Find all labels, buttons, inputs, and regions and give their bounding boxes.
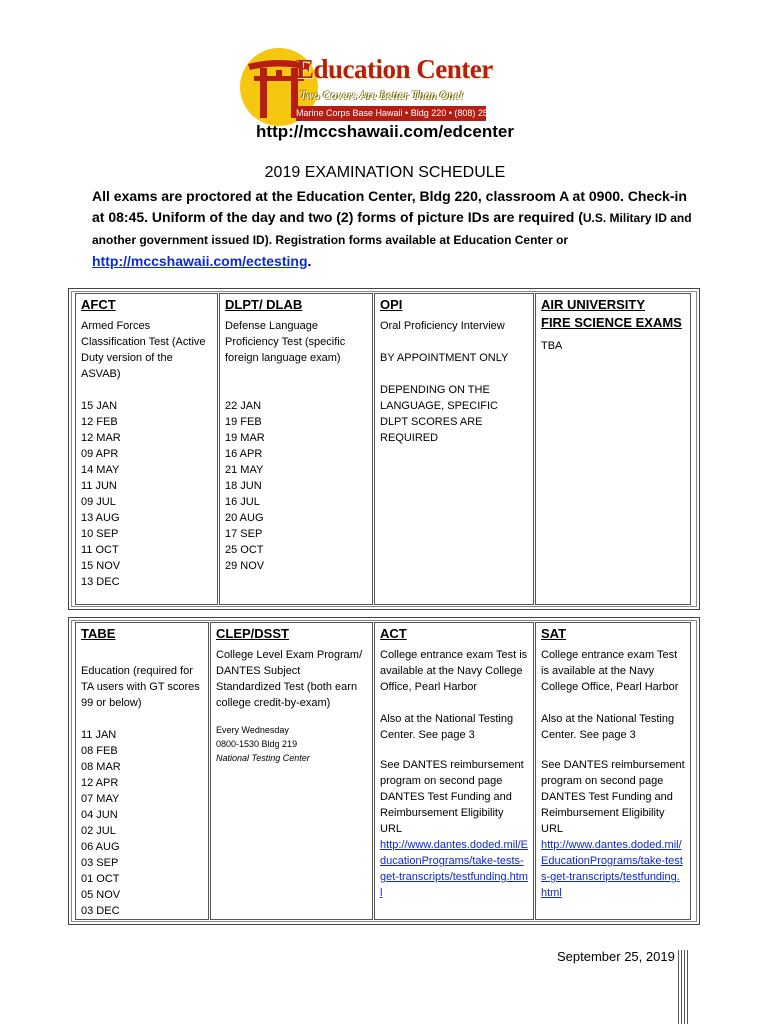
list-item: 16 JUL [225, 496, 260, 508]
clep-time-place: 0800-1530 Bldg 219 [216, 739, 298, 749]
sat-dantes-link[interactable]: http://www.dantes.doded.mil/EducationPrograms/take-tests-get-transcripts/testfunding.html [541, 839, 683, 899]
air-title-line-2: FIRE SCIENCE EXAMS [541, 315, 682, 330]
list-item: 03 SEP [81, 857, 119, 869]
website-url[interactable]: http://mccshawaii.com/edcenter [256, 122, 514, 141]
dlpt-date-list [225, 398, 367, 574]
air-university-cell [535, 293, 691, 605]
afct-cell [75, 293, 218, 605]
intro-id-note: U.S. Military ID and another government issued ID). Registration forms available at Education Center or [92, 211, 692, 247]
sat-see-dantes: See DANTES reimbursement program on second page DANTES Test Funding and Reimbursement Eligibility URL [541, 759, 685, 835]
clep-title: CLEP/DSST [216, 626, 289, 641]
list-item: 13 DEC [81, 576, 120, 588]
clep-description: College Level Exam Program/ DANTES Subject Standardized Test (both earn college credit-by-exam) [216, 649, 363, 709]
logo-title: Education Center [296, 54, 493, 84]
list-item: 22 JAN [225, 400, 262, 412]
list-item: 11 JUN [81, 480, 117, 492]
list-item: 17 SEP [225, 528, 263, 540]
air-title-line-1: AIR UNIVERSITY [541, 297, 646, 312]
list-item: 20 AUG [225, 512, 264, 524]
clep-schedule: Every Wednesday [216, 725, 289, 735]
list-item: 05 NOV [81, 889, 121, 901]
ectesting-link[interactable]: http://mccshawaii.com/ectesting [92, 253, 308, 269]
list-item: 29 NOV [225, 560, 265, 572]
list-item: 12 FEB [81, 416, 118, 428]
education-center-logo [240, 48, 516, 126]
list-item: 14 MAY [81, 464, 120, 476]
list-item: 10 SEP [81, 528, 119, 540]
logo-address-bar: Marine Corps Base Hawaii • Bldg 220 • (808) 257-2158 [296, 106, 486, 121]
afct-description: Armed Forces Classification Test (Active Duty version of the ASVAB) [81, 320, 206, 380]
sat-description: College entrance exam Test is available at the Navy College Office, Pearl Harbor [541, 649, 679, 693]
sat-cell [535, 622, 691, 920]
exam-panel-bottom [68, 617, 700, 925]
list-item: 11 OCT [81, 544, 119, 556]
intro-end: . [307, 253, 312, 269]
list-item: 08 FEB [81, 745, 118, 757]
tabe-date-list [81, 727, 203, 919]
opi-note: DEPENDING ON THE LANGUAGE, SPECIFIC DLPT SCORES ARE REQUIRED [380, 384, 498, 444]
list-item: 11 JAN [81, 729, 117, 741]
list-item: 06 AUG [81, 841, 120, 853]
list-item: 07 MAY [81, 793, 120, 805]
sat-title: SAT [541, 626, 567, 641]
list-item: 03 DEC [81, 905, 120, 917]
dlpt-description: Defense Language Proficiency Test (specific foreign language exam) [225, 320, 346, 364]
list-item: 16 APR [225, 448, 263, 460]
list-item: 12 APR [81, 777, 119, 789]
act-dantes-link[interactable]: http://www.dantes.doded.mil/EducationPrograms/take-tests-get-transcripts/testfunding.html [380, 839, 528, 899]
afct-title: AFCT [81, 297, 116, 312]
afct-date-list [81, 398, 212, 590]
list-item: 15 JAN [81, 400, 118, 412]
sat-also: Also at the National Testing Center. See page 3 [541, 713, 675, 741]
opi-cell [374, 293, 534, 605]
clep-cell [210, 622, 373, 920]
page-title: 2019 EXAMINATION SCHEDULE [264, 164, 506, 181]
list-item: 21 MAY [225, 464, 264, 476]
list-item: 12 MAR [81, 432, 121, 444]
document-date: September 25, 2019 [557, 949, 675, 964]
act-see-dantes: See DANTES reimbursement program on second page DANTES Test Funding and Reimbursement Eligibility URL [380, 759, 524, 835]
list-item: 25 OCT [225, 544, 264, 556]
list-item: 15 NOV [81, 560, 121, 572]
list-item: 19 MAR [225, 432, 265, 444]
scrollbar-marks [678, 950, 690, 1024]
list-item: 02 JUL [81, 825, 116, 837]
clep-location: National Testing Center [216, 753, 310, 763]
opi-appointment: BY APPOINTMENT ONLY [380, 352, 509, 364]
act-cell [374, 622, 534, 920]
air-university-title [541, 296, 685, 332]
list-item: 18 JUN [225, 480, 262, 492]
act-description: College entrance exam Test is available at the Navy College Office, Pearl Harbor [380, 649, 528, 693]
list-item: 08 MAR [81, 761, 121, 773]
opi-description: Oral Proficiency Interview [380, 320, 505, 332]
dlpt-cell [219, 293, 373, 605]
list-item: 04 JUN [81, 809, 118, 821]
dlpt-title: DLPT/ DLAB [225, 297, 303, 312]
air-status: TBA [541, 340, 563, 352]
opi-title: OPI [380, 297, 403, 312]
act-title: ACT [380, 626, 407, 641]
list-item: 01 OCT [81, 873, 120, 885]
list-item: 19 FEB [225, 416, 262, 428]
tabe-description: Education (required for TA users with GT scores 99 or below) [81, 665, 200, 709]
exam-panel-top [68, 288, 700, 610]
list-item: 09 JUL [81, 496, 116, 508]
list-item: 13 AUG [81, 512, 120, 524]
logo-tagline: Two Covers Are Better Than One! [300, 88, 464, 102]
intro-text: All exams are proctored at the Education Center, Bldg 220, classroom A at 0900. Check-in at 08:45. Uniform of the day and two (2) forms of picture IDs are required ( [92, 188, 687, 225]
tabe-title: TABE [81, 626, 116, 641]
act-also: Also at the National Testing Center. See page 3 [380, 713, 514, 741]
tabe-cell [75, 622, 209, 920]
list-item: 09 APR [81, 448, 119, 460]
intro-paragraph [92, 186, 692, 272]
